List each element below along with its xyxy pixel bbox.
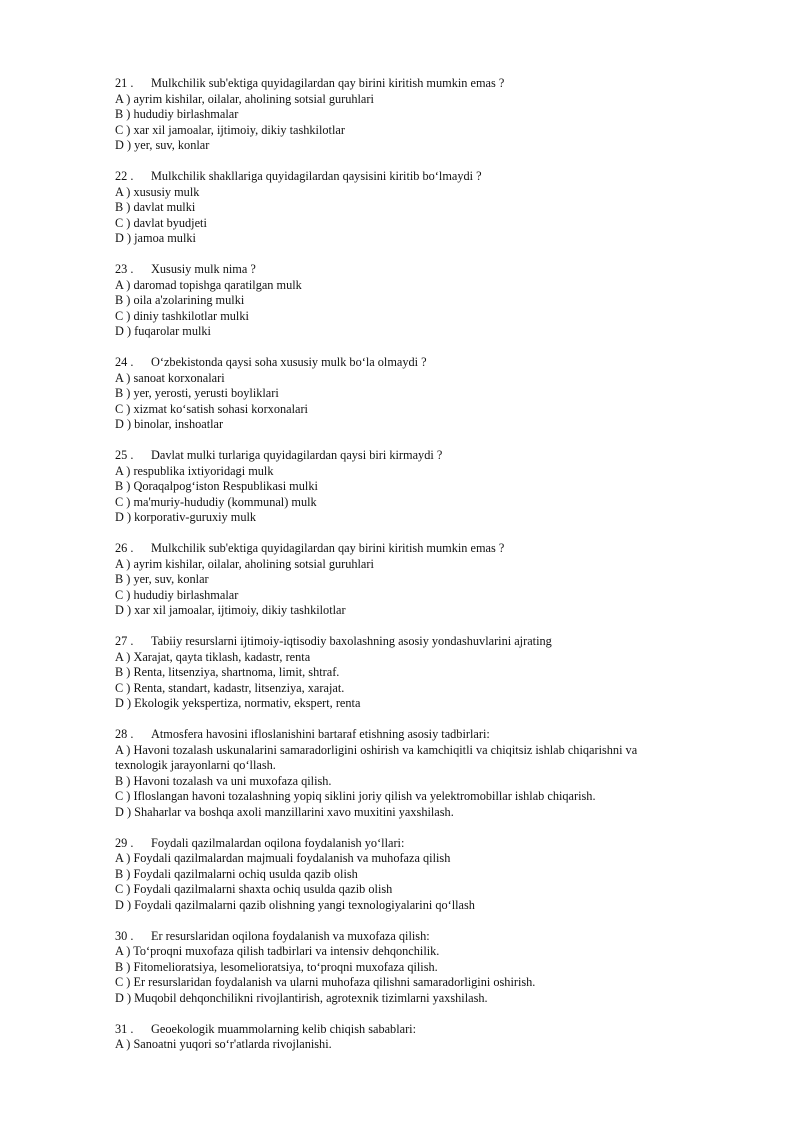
answer-option: A ) Foydali qazilmalardan majmuali foydalanish va muhofaza qilish xyxy=(115,851,451,865)
question-number: 30 . xyxy=(115,928,134,943)
answer-option: D ) Ekologik yekspertiza, normativ, ekspert, renta xyxy=(115,696,361,710)
question-number: 24 . xyxy=(115,355,134,369)
question-line xyxy=(115,541,715,557)
question-block xyxy=(115,1022,715,1053)
answer-option: D ) xar xil jamoalar, ijtimoiy, dikiy tashkilotlar xyxy=(115,603,346,617)
question-block xyxy=(115,169,715,247)
answer-option: B ) davlat mulki xyxy=(115,200,196,214)
question-text: Atmosfera havosini ifloslanishini bartaraf etishning asosiy tadbirlari: xyxy=(151,727,490,741)
question-block xyxy=(115,262,715,340)
question-line xyxy=(115,169,715,185)
answer-option: A ) Toʻproqni muxofaza qilish tadbirlari va intensiv dehqonchilik. xyxy=(115,944,440,958)
answer-option: A ) sanoat korxonalari xyxy=(115,370,225,385)
question-block xyxy=(115,929,715,1007)
question-number: 27 . xyxy=(115,634,134,648)
answer-option: C ) Ifloslangan havoni tozalashning yopiq siklini joriy qilish va yelektromobillar ishlab chiqarish. xyxy=(115,789,596,803)
answer-option: B ) yer, yerosti, yerusti boyliklari xyxy=(115,386,279,400)
question-line xyxy=(115,1022,715,1038)
question-block xyxy=(115,836,715,914)
question-text: Mulkchilik sub'ektiga quyidagilardan qay birini kiritish mumkin emas ? xyxy=(151,76,505,90)
answer-option: A ) ayrim kishilar, oilalar, aholining sotsial guruhlari xyxy=(115,91,374,106)
question-line xyxy=(115,836,715,852)
answer-option: B ) Renta, litsenziya, shartnoma, limit, shtraf. xyxy=(115,665,340,679)
question-line xyxy=(115,727,715,743)
question-line xyxy=(115,634,715,650)
answer-option: D ) Shaharlar va boshqa axoli manzillarini xavo muxitini yaxshilash. xyxy=(115,804,454,819)
answer-option: B ) yer, suv, konlar xyxy=(115,572,209,586)
question-number: 21 . xyxy=(115,76,134,90)
question-text: Davlat mulki turlariga quyidagilardan qaysi biri kirmaydi ? xyxy=(151,448,443,462)
question-number: 26 . xyxy=(115,541,134,555)
question-block xyxy=(115,634,715,712)
answer-option: C ) ma'muriy-hududiy (kommunal) mulk xyxy=(115,494,317,509)
question-text: Xususiy mulk nima ? xyxy=(151,262,256,276)
question-block xyxy=(115,727,715,820)
question-number: 22 . xyxy=(115,169,134,183)
question-text: Tabiiy resurslarni ijtimoiy-iqtisodiy baxolashning asosiy yondashuvlarini ajrating xyxy=(151,634,552,648)
answer-option: A ) respublika ixtiyoridagi mulk xyxy=(115,463,274,478)
question-block xyxy=(115,541,715,619)
question-text: Oʻzbekistonda qaysi soha xususiy mulk boʻla olmaydi ? xyxy=(151,355,427,369)
answer-option: C ) xizmat koʻsatish sohasi korxonalari xyxy=(115,401,308,416)
question-number: 31 . xyxy=(115,1021,134,1036)
answer-option: B ) hududiy birlashmalar xyxy=(115,107,239,121)
answer-option: C ) Er resurslaridan foydalanish va ularni muhofaza qilishni samaradorligini oshirish. xyxy=(115,975,536,989)
question-block xyxy=(115,76,715,154)
answer-option: C ) davlat byudjeti xyxy=(115,215,207,230)
question-number: 25 . xyxy=(115,448,134,462)
answer-option: C ) xar xil jamoalar, ijtimoiy, dikiy tashkilotlar xyxy=(115,122,345,137)
answer-option: D ) Foydali qazilmalarni qazib olishning yangi texnologiyalarini qoʻllash xyxy=(115,897,475,912)
answer-option: D ) Muqobil dehqonchilikni rivojlantirish, agrotexnik tizimlarni yaxshilash. xyxy=(115,990,488,1005)
answer-option: B ) oila a'zolarining mulki xyxy=(115,293,245,307)
answer-option: A ) Sanoatni yuqori soʻr'atlarda rivojlanishi. xyxy=(115,1037,332,1051)
answer-option: D ) binolar, inshoatlar xyxy=(115,417,224,431)
question-block xyxy=(115,448,715,526)
answer-option: D ) fuqarolar mulki xyxy=(115,324,211,338)
question-text: Mulkchilik shakllariga quyidagilardan qaysisini kiritib boʻlmaydi ? xyxy=(151,169,482,183)
answer-option: C ) diniy tashkilotlar mulki xyxy=(115,308,249,323)
answer-option: B ) Havoni tozalash va uni muxofaza qilish. xyxy=(115,773,332,788)
answer-option: A ) ayrim kishilar, oilalar, aholining sotsial guruhlari xyxy=(115,556,374,571)
question-line xyxy=(115,355,715,371)
answer-option: A ) Xarajat, qayta tiklash, kadastr, renta xyxy=(115,649,311,664)
answer-option: D ) jamoa mulki xyxy=(115,231,196,245)
question-number: 23 . xyxy=(115,262,134,276)
answer-option: A ) xususiy mulk xyxy=(115,184,200,199)
answer-option: D ) korporativ-guruxiy mulk xyxy=(115,510,257,524)
answer-option: D ) yer, suv, konlar xyxy=(115,138,210,152)
answer-option: A ) Havoni tozalash uskunalarini samaradorligini oshirish va kamchiqitli va chiqitsiz ishlab chiqarishni va texnologik jarayonlarni qoʻllash. xyxy=(115,742,638,772)
answer-option: A ) daromad topishga qaratilgan mulk xyxy=(115,277,302,292)
question-line xyxy=(115,929,715,945)
answer-option: B ) Qoraqalpogʻiston Respublikasi mulki xyxy=(115,479,318,493)
question-text: Er resurslaridan oqilona foydalanish va muxofaza qilish: xyxy=(151,928,430,943)
answer-option: C ) Foydali qazilmalarni shaxta ochiq usulda qazib olish xyxy=(115,882,393,896)
question-line xyxy=(115,448,715,464)
question-text: Foydali qazilmalardan oqilona foydalanish yoʻllari: xyxy=(151,835,405,850)
question-line xyxy=(115,76,715,92)
question-text: Geoekologik muammolarning kelib chiqish sabablari: xyxy=(151,1021,417,1036)
answer-option: B ) Foydali qazilmalarni ochiq usulda qazib olish xyxy=(115,866,358,881)
question-line xyxy=(115,262,715,278)
question-text: Mulkchilik sub'ektiga quyidagilardan qay birini kiritish mumkin emas ? xyxy=(151,541,505,555)
question-number: 29 . xyxy=(115,835,134,850)
answer-option: B ) Fitomelioratsiya, lesomelioratsiya, toʻproqni muxofaza qilish. xyxy=(115,959,438,974)
question-block xyxy=(115,355,715,433)
document-page xyxy=(115,76,715,1068)
answer-option: C ) Renta, standart, kadastr, litsenziya, xarajat. xyxy=(115,680,345,695)
answer-option: C ) hududiy birlashmalar xyxy=(115,587,239,602)
question-number: 28 . xyxy=(115,727,134,741)
